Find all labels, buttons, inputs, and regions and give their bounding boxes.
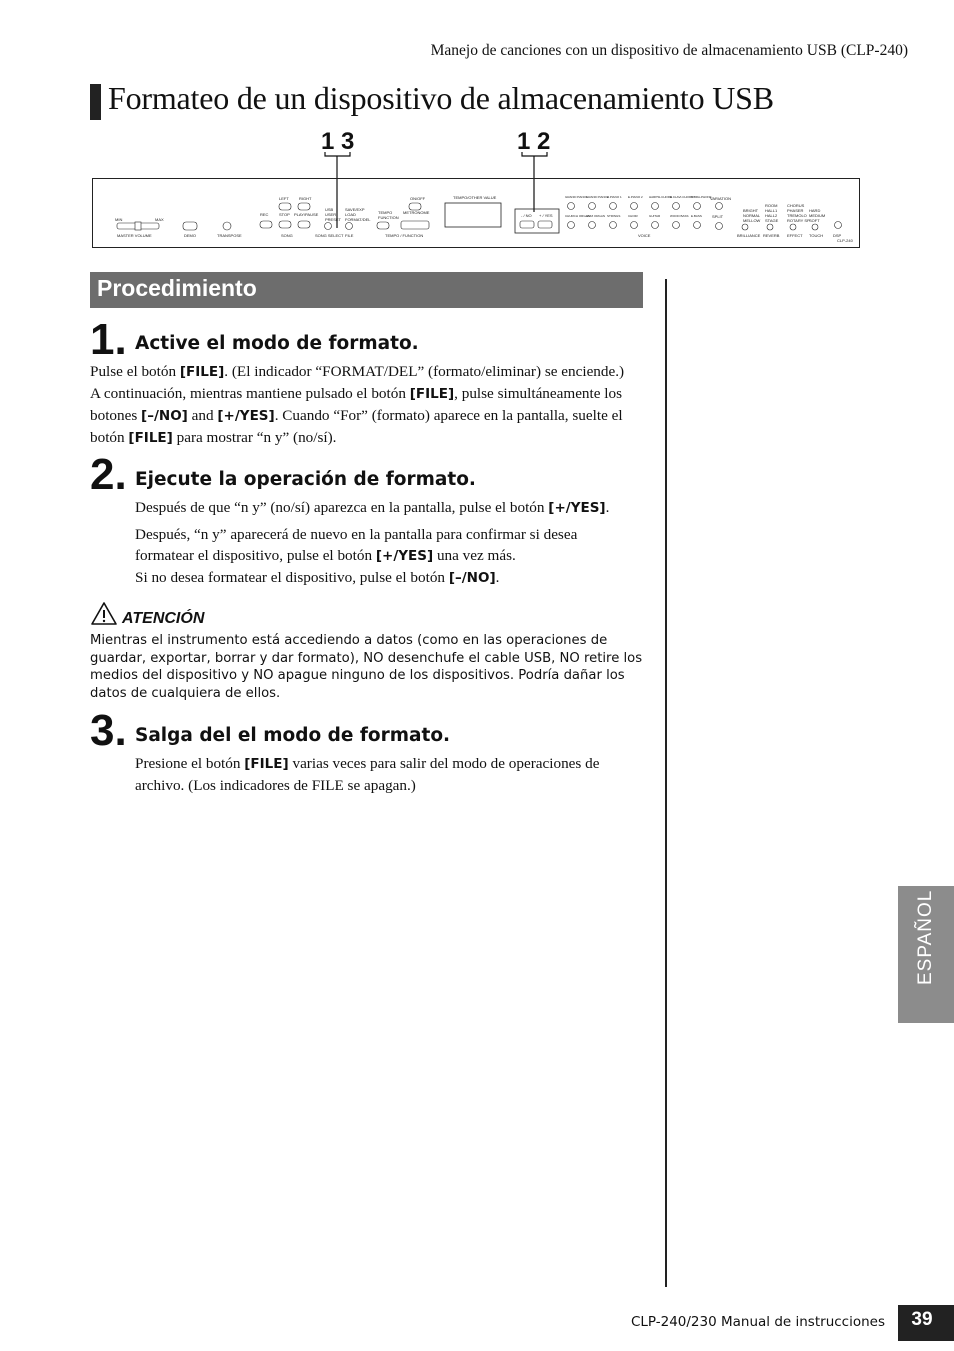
section-title: Procedimiento	[97, 275, 257, 301]
caution-text: Mientras el instrumento está accediendo a datos (como en las operaciones de guardar, exportar, borrar y dar formato), NO desenchufe el cable USB, NO retire los medios del dispositivo y NO apague ninguno de los dispositivos. Podría dañar los datos de cualquiera de ellos.	[90, 633, 643, 701]
step-2-line-1: Después de que “n y” (no/sí) aparezca en la pantalla, pulse el botón [+/YES].	[135, 499, 610, 516]
step-2-line-3: formatear el dispositivo, pulse el botón [+/YES] una vez más.	[135, 547, 516, 564]
label-transpose: TRANSPOSE	[217, 233, 242, 238]
voice-button	[631, 203, 638, 210]
voice-buttons	[565, 195, 712, 229]
yes-button	[538, 221, 552, 228]
voice-button	[652, 203, 659, 210]
control-panel-diagram	[92, 178, 860, 248]
label-min: MIN	[115, 217, 123, 222]
label-voice: VOICE	[638, 233, 651, 238]
label-medium: MEDIUM	[809, 213, 826, 218]
label-play-pause: PLAY/PAUSE	[294, 212, 319, 217]
voice-label: STRINGS	[607, 214, 621, 218]
voice-button	[610, 203, 617, 210]
label-phaser: PHASER	[787, 208, 804, 213]
voice-label: WOOD BASS	[670, 214, 689, 218]
voice-label: CHOIR	[628, 214, 638, 218]
label-master-volume: MASTER VOLUME	[117, 233, 152, 238]
step-1-number: 1.	[90, 315, 127, 364]
label-rotary-sp: ROTARY SP	[787, 218, 810, 223]
label-file: FILE	[345, 233, 354, 238]
voice-label: GRAND PIANO2	[586, 195, 609, 199]
column-divider	[665, 279, 667, 1287]
label-room: ROOM	[765, 203, 778, 208]
voice-button	[694, 222, 701, 229]
step-2-line-2: Después, “n y” aparecerá de nuevo en la pantalla para confirmar si desea	[135, 526, 578, 543]
label-function: FUNCTION	[378, 215, 399, 220]
voice-button	[610, 222, 617, 229]
label-stage: STAGE	[765, 218, 779, 223]
voice-button	[673, 222, 680, 229]
language-tab-label: ESPAÑOL	[915, 889, 936, 985]
voice-label: GUITAR	[649, 214, 661, 218]
label-hall2: HALL2	[765, 213, 778, 218]
step-3-line-1: Presione el botón [FILE] varias veces para salir del modo de operaciones de	[135, 755, 600, 772]
voice-label: CHURCH ORGAN	[565, 214, 590, 218]
step-2-number: 2.	[90, 450, 127, 499]
page-number: 39	[911, 1309, 933, 1330]
voice-button	[694, 203, 701, 210]
label-variation: VARIATION	[710, 196, 731, 201]
voice-label: JAZZ ORGAN	[586, 214, 606, 218]
label-mellow: MELLOW	[743, 218, 761, 223]
label-song-select: SONG SELECT	[315, 233, 344, 238]
label-user: USER	[325, 212, 337, 217]
label-normal: NORMAL	[743, 213, 761, 218]
demo-button	[183, 222, 197, 230]
voice-button	[631, 222, 638, 229]
voice-label: HARPSI-CHORD	[649, 195, 673, 199]
label-left: LEFT	[279, 196, 289, 201]
label-song: SONG	[281, 233, 293, 238]
label-usb: USB	[325, 207, 334, 212]
voice-button	[589, 222, 596, 229]
label-yes: + / YES	[539, 213, 553, 218]
step-1-line-3: botones [–/NO] and [+/YES]. Cuando “For” (formato) aparece en la pantalla, suelte el	[90, 407, 623, 424]
led-display	[445, 203, 501, 227]
label-right: RIGHT	[299, 196, 312, 201]
voice-label: E.BASS	[691, 214, 702, 218]
label-effect: EFFECT	[787, 233, 803, 238]
step-1-line-2: A continuación, mientras mantiene pulsado el botón [FILE], pulse simultáneamente los	[90, 385, 623, 402]
label-hard: HARD	[809, 208, 821, 213]
step-2-title: Ejecute la operación de formato.	[135, 469, 476, 490]
callout-step-numbers-left: 1 3	[321, 128, 355, 155]
voice-label: E.CLAVI-CHORD	[670, 195, 694, 199]
voice-label: E.PIANO 2	[628, 195, 643, 199]
file-button	[346, 223, 353, 230]
voice-button	[673, 203, 680, 210]
volume-knob	[135, 222, 141, 230]
voice-label: GRAND PIANO1	[565, 195, 588, 199]
voice-button	[568, 222, 575, 229]
label-model: CLP-240	[837, 238, 853, 243]
warning-triangle-icon	[90, 601, 118, 626]
voice-button	[568, 203, 575, 210]
running-head: Manejo de canciones con un dispositivo de almacenamiento USB (CLP-240)	[430, 42, 908, 59]
callout-step-numbers-right: 1 2	[517, 128, 551, 155]
label-max: MAX	[155, 217, 164, 222]
label-touch: TOUCH	[809, 233, 824, 238]
label-brilliance: BRILLIANCE	[737, 233, 761, 238]
label-save-exp: SAVE/EXP	[345, 207, 365, 212]
label-no: - / NO	[521, 213, 532, 218]
label-metronome: METRONOME	[403, 210, 430, 215]
step-1-line-1: Pulse el botón [FILE]. (El indicador “FORMAT/DEL” (formato/eliminar) se enciende.)	[90, 363, 625, 380]
label-hall1: HALL1	[765, 208, 778, 213]
caution-title: ATENCIÓN	[122, 610, 205, 627]
label-load: LOAD	[345, 212, 356, 217]
label-reverb: REVERB	[763, 233, 780, 238]
step-1-body	[90, 361, 650, 449]
step-2-line-4: Si no desea formatear el dispositivo, pulse el botón [–/NO].	[135, 569, 500, 586]
footer-manual-title: CLP-240/230 Manual de instrucciones	[630, 1314, 885, 1330]
control-panel-drawing	[93, 179, 859, 247]
step-3-body	[135, 753, 650, 796]
label-demo: DEMO	[184, 233, 196, 238]
voice-button	[589, 203, 596, 210]
voice-button	[652, 222, 659, 229]
label-rec: REC	[260, 212, 269, 217]
step-3-number: 3.	[90, 706, 127, 755]
label-tempo-function: TEMPO / FUNCTION	[385, 233, 424, 238]
step-3-line-2: archivo. (Los indicadores de FILE se apagan.)	[135, 777, 416, 794]
label-on-off: ON/OFF	[410, 196, 426, 201]
label-stop: STOP	[279, 212, 290, 217]
label-dsp: DSP	[833, 233, 842, 238]
label-chorus: CHORUS	[787, 203, 805, 208]
label-tempo-other-value: TEMPO/OTHER VALUE	[453, 195, 497, 200]
page-title: Formateo de un dispositivo de almacenamiento USB	[108, 80, 774, 116]
step-2-body	[135, 497, 650, 589]
voice-label: VIBRA-PHONE	[691, 195, 712, 199]
label-split: SPLIT	[712, 214, 724, 219]
label-format-del: FORMAT/DEL	[345, 217, 371, 222]
step-1-line-4: botón [FILE] para mostrar “n y” (no/sí).	[90, 429, 337, 446]
voice-label: E.PIANO 1	[607, 195, 622, 199]
label-soft: SOFT	[809, 218, 820, 223]
step-3-title: Salga del el modo de formato.	[135, 725, 451, 746]
label-preset: PRESET	[325, 217, 342, 222]
no-button	[520, 221, 534, 228]
label-tempo: TEMPO	[378, 210, 393, 215]
transpose-button	[223, 222, 231, 230]
step-1-title: Active el modo de formato.	[135, 333, 419, 354]
label-tremolo: TREMOLO	[787, 213, 807, 218]
label-bright: BRIGHT	[743, 208, 759, 213]
